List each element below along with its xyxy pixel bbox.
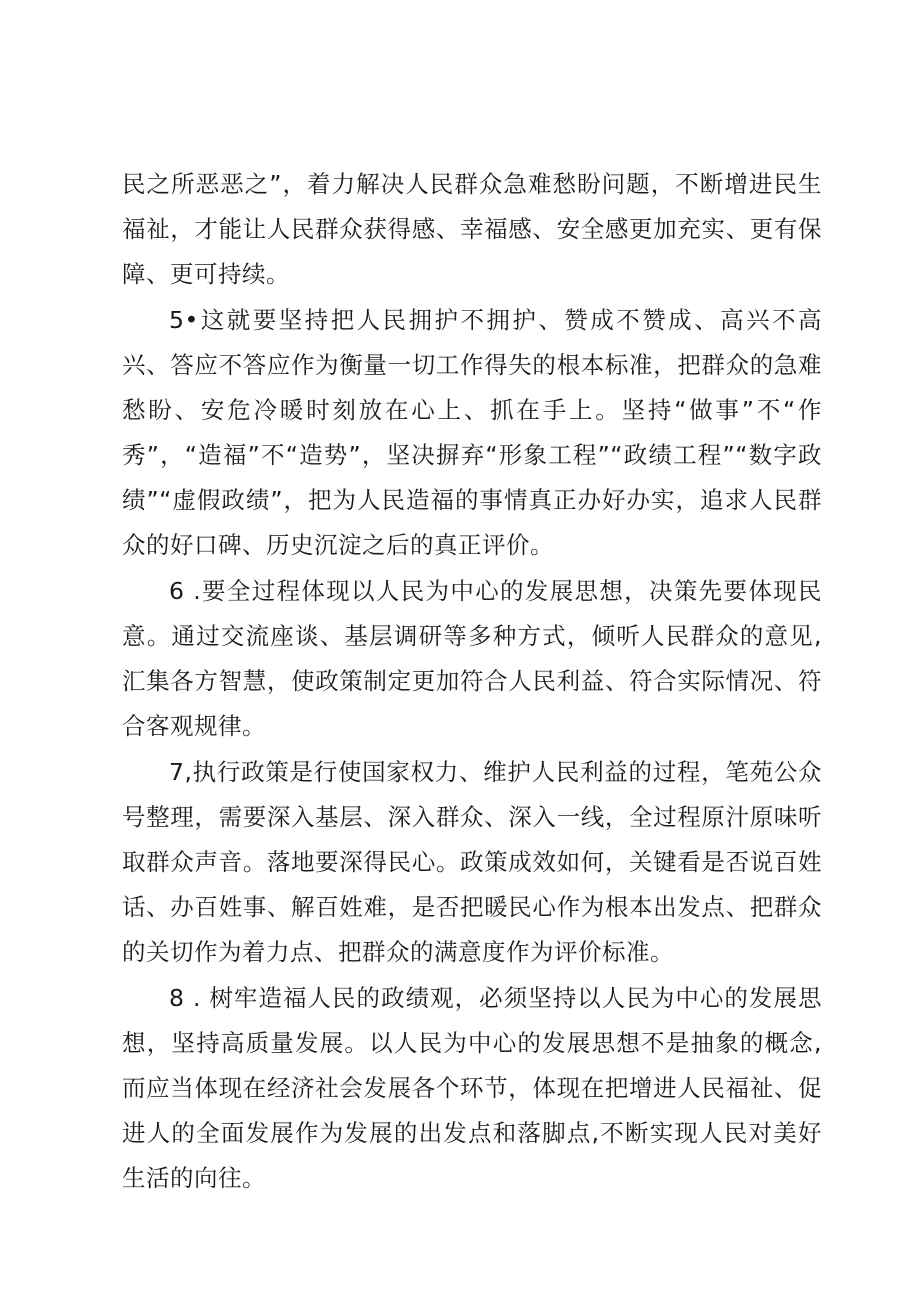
document-body: [122, 162, 822, 1201]
paragraph-8: 8 . 树牢造福人民的政绩观，必须坚持以人民为中心的发展思想，坚持高质量发展。以人民为中心的发展思想不是抽象的概念,而应当体现在经济社会发展各个环节，体现在把增进人民福祉、促进人的全面发展作为发展的出发点和落脚点,不断实现人民对美好生活的向往。: [122, 984, 822, 1192]
paragraph-5: 5•这就要坚持把人民拥护不拥护、赞成不赞成、高兴不高兴、答应不答应作为衡量一切工作得失的根本标准，把群众的急难愁盼、安危冷暖时刻放在心上、抓在手上。坚持“做事”不“作秀”，“造福”不“造势”，坚决摒弃“形象工程”“政绩工程”“数字政绩”“虚假政绩”，把为人民造福的事情真正办好办实，追求人民群众的好口碑、历史沉淀之后的真正评价。: [122, 306, 822, 559]
paragraph-continuation: 民之所恶恶之”，着力解决人民群众急难愁盼问题，不断增进民生福祉，才能让人民群众获得感、幸福感、安全感更加充实、更有保障、更可持续。: [122, 170, 822, 288]
paragraph-7: 7,执行政策是行使国家权力、维护人民利益的过程，笔苑公众号整理，需要深入基层、深入群众、深入一线，全过程原汁原味听取群众声音。落地要深得民心。政策成效如何，关键看是否说百姓话、办百姓事、解百姓难，是否把暖民心作为根本出发点、把群众的关切作为着力点、把群众的满意度作为评价标准。: [122, 758, 822, 966]
paragraph-6: 6 .要全过程体现以人民为中心的发展思想，决策先要体现民意。通过交流座谈、基层调研等多种方式，倾听人民群众的意见,汇集各方智慧，使政策制定更加符合人民利益、符合实际情况、符合客观规律。: [122, 577, 822, 740]
